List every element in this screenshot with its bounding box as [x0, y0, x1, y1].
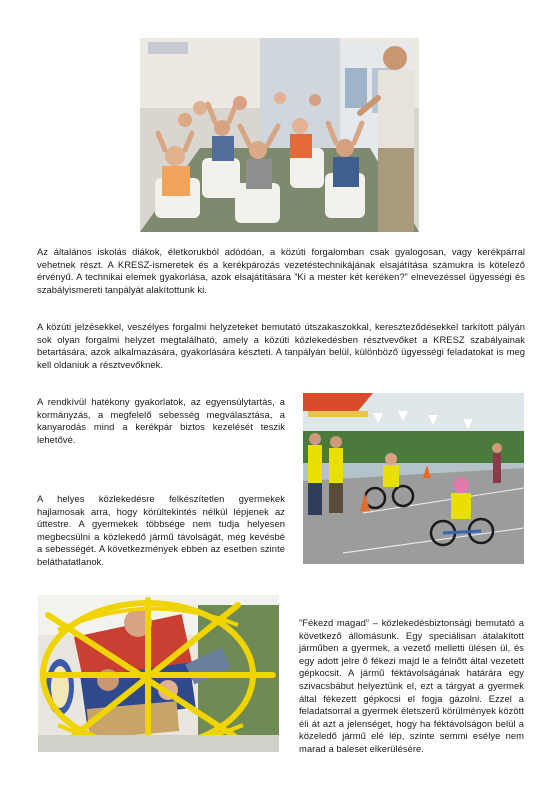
paragraph-track: A közúti jelzésekkel, veszélyes forgalmi helyzeteket bemutató útszakaszokkal, kereszteződésekkel tarkított pályán sok olyan forgalmi helyzet megtalálható, amely a közúti közlekedésben résztvevőket a KRESZ szabályainak betartására, azok alkalmazására, gyakorlására készteti. A tanpályán belül, különböző ügyességi feladatokat is meg kell oldaniuk a résztvevőknek.: [37, 321, 525, 370]
photo-classroom-children: [140, 38, 419, 232]
paragraph-unprepared: A helyes közlekedésre felkészítetlen gyermekek hajlamosak arra, hogy körültekintés nélkül lépjenek az úttestre. A gyermekek többsége nem tudja helyesen megbecsülni a közlekedő jármű távolságát, még kevésbé a sebességét. A következmények ebben az esetben szinte beláthatatlanok.: [37, 493, 285, 567]
photo-rotating-cage: [38, 595, 279, 752]
photo-bicycle-track: [303, 393, 524, 564]
paragraph-exercises: A rendkívül hatékony gyakorlatok, az egyensúlytartás, a kormányzás, a megfelelő sebesség megválasztása, a kanyarodás mind a kerékpár biztos kezelését teszik lehetővé.: [37, 396, 285, 445]
paragraph-intro: Az általános iskolás diákok, életkorukból adódóan, a közúti forgalomban csak gyalogosan, vagy kerékpárral vehetnek részt. A KRESZ-ismeretek és a kerékpározás vezetéstechnikájának elsajátítása számukra is kötelező érvényű. A technikai elemek gyakorlása, azok elsajátítására ”Ki a mester két keréken?” elnevezéssel ügyességi és szabályismereti tanpályát alakítottunk ki.: [37, 246, 525, 295]
paragraph-brake: ”Fékezd magad” – közlekedésbiztonsági bemutató a következő állomásunk. Egy speciálisan átalakított járműben a gyermek, a vezető melletti ülésen ül, és egy adott jelre ő fékezi majd le a felnőtt által vezetett gépkocsit. A jármű féktávolságának határára egy szivacsbábut helyeztünk el, ezt a tárgyat a gyermek által fékezett gépkocsi el fogja gázolni. Ezzel a feladatsorral a gyermek életszerű körülmények között éli át azt a jelenséget, hogy ha féktávolságon belül a közeledő jármű elé lép, szinte semmi esélye nem marad a baleset elkerülésére.: [299, 617, 524, 754]
